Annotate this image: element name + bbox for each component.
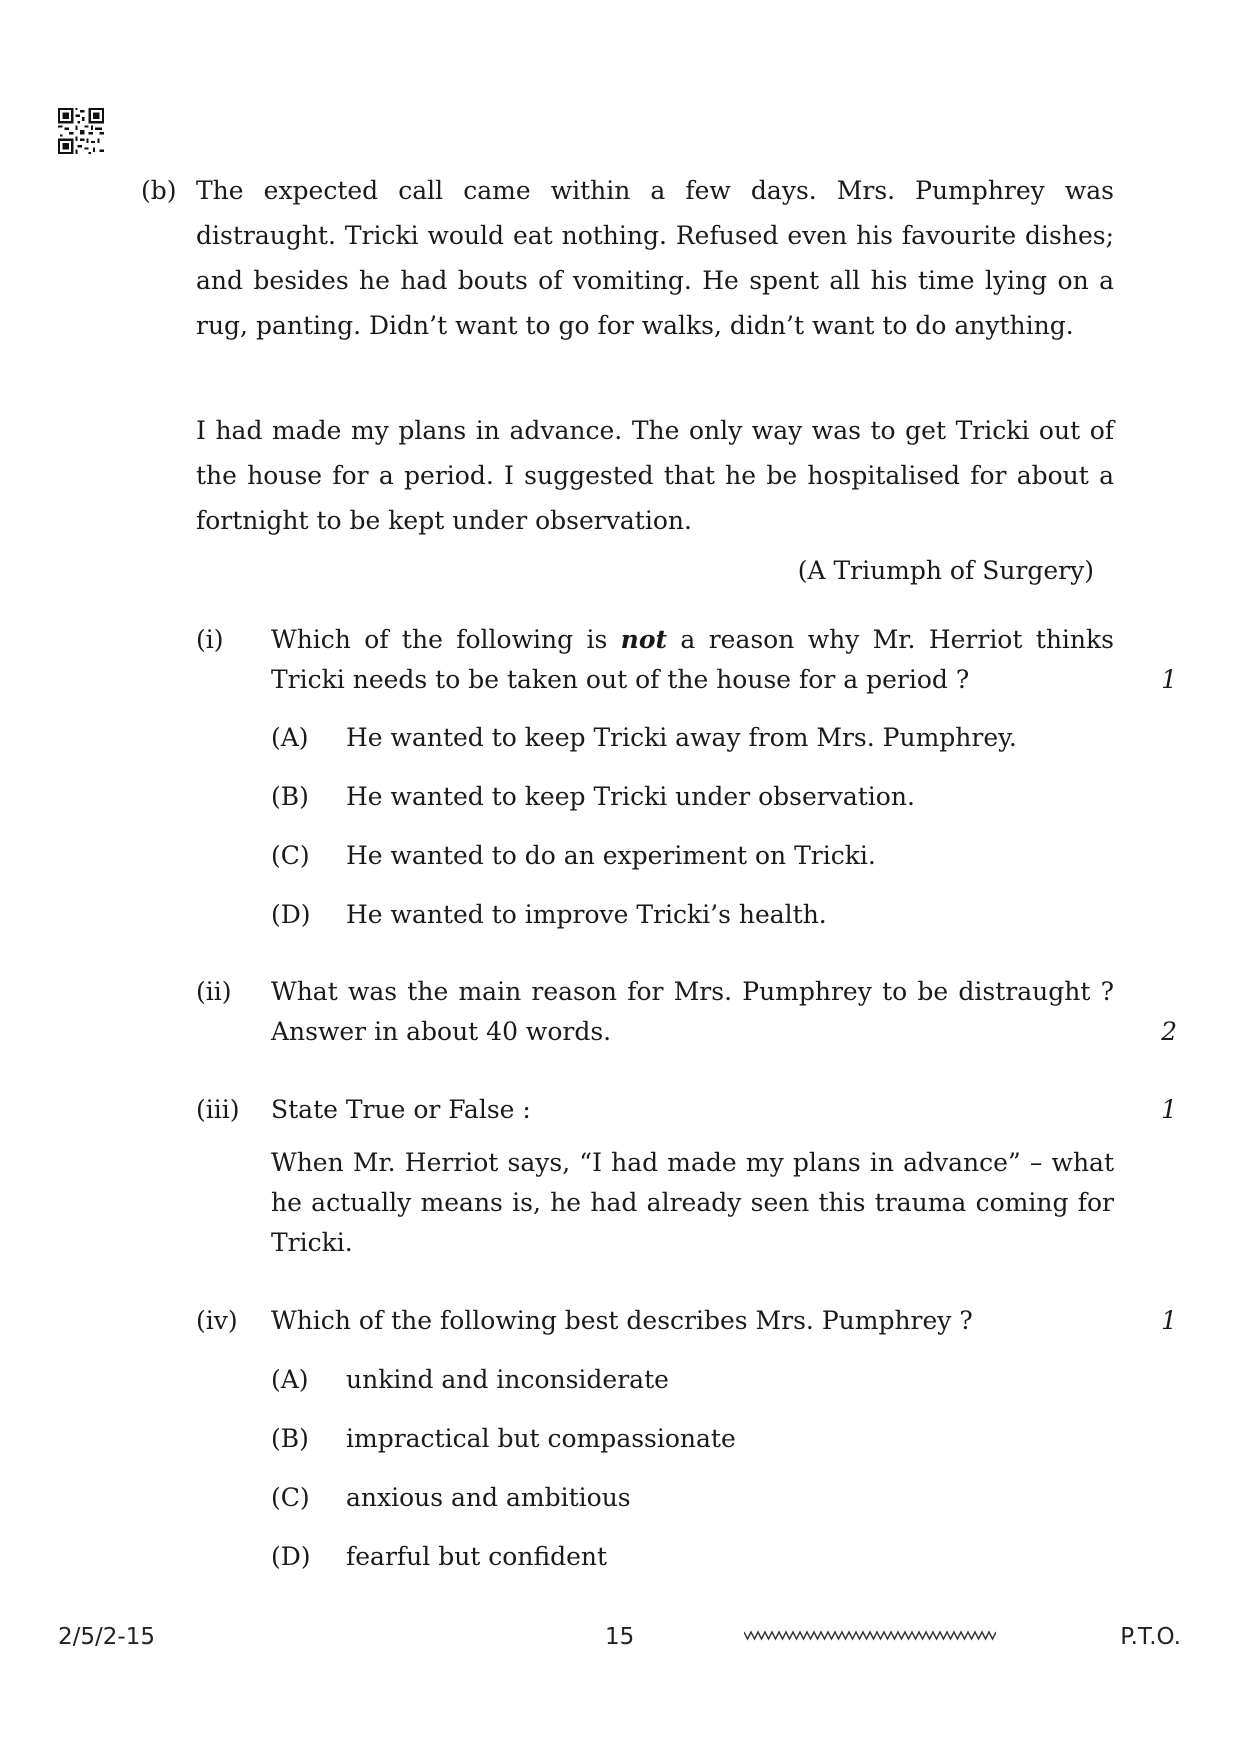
question-number: (ii) [196, 977, 232, 1006]
question-text: What was the main reason for Mrs. Pumphrey to be distraught ? Answer in about 40 words. [271, 977, 1114, 1046]
option-letter: (C) [271, 1483, 310, 1512]
option-letter: (C) [271, 841, 310, 870]
option-text: fearful but confident [346, 1542, 608, 1571]
option-text: He wanted to improve Tricki’s health. [346, 900, 827, 929]
option-text: impractical but compassionate [346, 1424, 736, 1453]
question-marks: 1 [1161, 665, 1177, 694]
qr-code-icon [58, 108, 104, 154]
option-letter: (D) [271, 1542, 311, 1571]
question-text-part: a reason why Mr. Herriot thinks Tricki needs to be taken out of the house for a period ? [271, 625, 1114, 694]
paper-code: 2/5/2-15 [58, 1624, 155, 1650]
question-text-part: Which of the following is [271, 625, 621, 654]
section-label: (b) [141, 176, 177, 205]
question-number: (iii) [196, 1095, 240, 1124]
wavy-line-decoration [744, 1624, 996, 1646]
option-letter: (D) [271, 900, 311, 929]
option-letter: (A) [271, 1365, 309, 1394]
question-number: (i) [196, 625, 224, 654]
question-marks: 2 [1161, 1017, 1177, 1046]
question-text: Which of the following best describes Mrs. Pumphrey ? [271, 1306, 973, 1335]
option-text: He wanted to keep Tricki away from Mrs. Pumphrey. [346, 723, 1017, 752]
option-letter: (A) [271, 723, 309, 752]
question-number: (iv) [196, 1306, 238, 1335]
option-text: He wanted to do an experiment on Tricki. [346, 841, 876, 870]
option-text: He wanted to keep Tricki under observation. [346, 782, 915, 811]
option-letter: (B) [271, 1424, 309, 1453]
passage-paragraph-1: The expected call came within a few days. Mrs. Pumphrey was distraught. Tricki would eat nothing. Refused even his favourite dishes; and besides he had bouts of vomiting. He spent all his time lying on a rug, panting. Didn’t want to go for walks, didn’t want to do anything. [196, 176, 1114, 340]
question-marks: 1 [1161, 1095, 1177, 1124]
passage-paragraph-2: I had made my plans in advance. The only way was to get Tricki out of the house for a period. I suggested that he be hospitalised for about a fortnight to be kept under observation. [196, 416, 1114, 535]
true-false-statement: When Mr. Herriot says, “I had made my plans in advance” – what he actually means is, he had already seen this trauma coming for Tricki. [271, 1148, 1114, 1257]
please-turn-over: P.T.O. [1120, 1624, 1181, 1650]
question-marks: 1 [1161, 1306, 1177, 1335]
passage-source: (A Triumph of Surgery) [797, 556, 1094, 585]
option-text: unkind and inconsiderate [346, 1365, 669, 1394]
page-number: 15 [605, 1624, 635, 1650]
question-text: State True or False : [271, 1095, 531, 1124]
option-letter: (B) [271, 782, 309, 811]
question-emphasis: not [620, 625, 668, 654]
question-text [271, 620, 1114, 700]
option-text: anxious and ambitious [346, 1483, 631, 1512]
